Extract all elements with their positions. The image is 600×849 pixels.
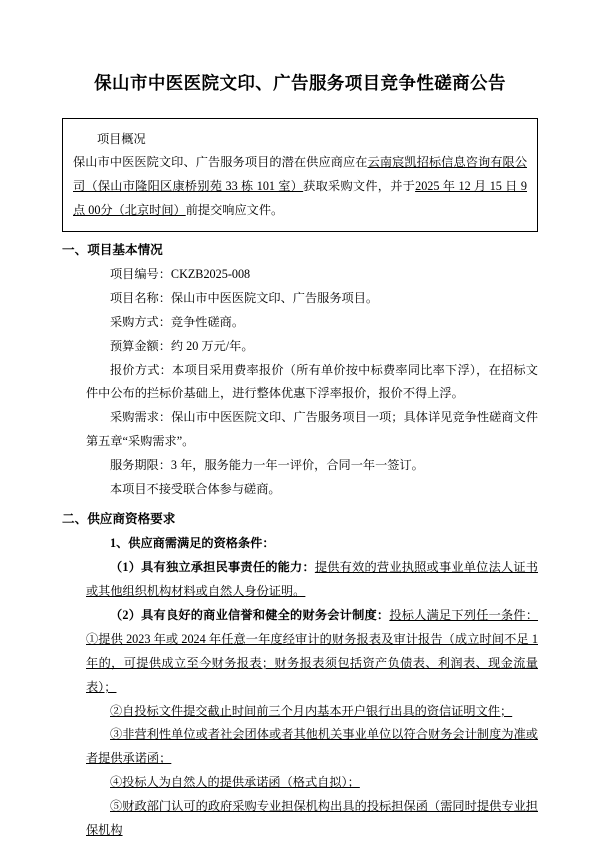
overview-line2-underline-b: 2025 年 12 月 15 日 9 点 00 [73, 179, 528, 217]
overview-line2-mid: 获取采购文件，并于 [303, 179, 416, 194]
qualification-clause-1 [62, 556, 538, 604]
section-title-basic-info: 一、项目基本情况 [62, 242, 163, 257]
qualification-sub-title: 1、供应商需满足的资格条件： [110, 536, 275, 551]
qualification-clause-3-text: ②自投标文件提交截止时间前三个月内基本开户银行出具的资信证明文件； [110, 703, 513, 718]
qualification-clause-3 [62, 700, 538, 724]
qualification-clause-4-text: ③非营利性单位或者社会团体或者其他机关事业单位以符合财务会计制度为准或者提供承诺函； [86, 727, 538, 766]
basic-item-no-consortium: 本项目不接受联合体参与磋商。 [110, 482, 281, 497]
qualification-clause-6 [62, 795, 538, 843]
overview-body [73, 151, 527, 222]
overview-line3-tail: 前提交响应文件。 [185, 202, 284, 217]
overview-heading: 项目概况 [97, 132, 146, 147]
basic-item-quote-method: 报价方式：本项目采用费率报价（所有单价按中标费率同比率下浮），在招标文件中公布的拦标价基础上，进行整体优惠下浮率报价，报价不得上浮。 [86, 362, 538, 401]
qualification-clause-5-text: ④投标人为自然人的提供承诺函（格式自拟）； [110, 775, 360, 790]
basic-item-procurement-method: 采购方式：竞争性磋商。 [110, 314, 245, 329]
qualification-clause-6-text: ⑤财政部门认可的政府采购专业担保机构出具的投标担保函（需同时提供专业担保机构 [86, 799, 538, 838]
project-overview-box [62, 118, 538, 232]
basic-item-project-number: 项目编号：CKZB2025-008 [110, 266, 251, 281]
qualification-clause-2 [62, 604, 538, 700]
basic-item-service-period: 服务期限：3 年，服务能力一年一评价，合同一年一签订。 [110, 458, 424, 473]
qualification-clause-4 [62, 723, 538, 771]
overview-line2-underline-a: 司（保山市隆阳区康桥别苑 33 栋 101 室） [73, 179, 304, 194]
section-title-qualification: 二、供应商资格要求 [62, 512, 176, 527]
qualification-clause-1-text: 提供有效的营业执照或事业单位法人证书或其他组织机构材料或自然人身份证明。 [86, 560, 538, 599]
qualification-clause-5 [62, 771, 538, 795]
overview-line1-prefix: 保山市中医医院文印、广告服务项目的潜在供应商应在 [73, 155, 368, 170]
basic-item-requirements: 采购需求：保山市中医医院文印、广告服务项目一项；具体详见竞争性磋商文件第五章“采购需求”。 [86, 410, 538, 449]
qualification-clause-1-label: （1）具有独立承担民事责任的能力： [110, 560, 315, 575]
basic-item-budget: 预算金额：约 20 万元/年。 [110, 338, 254, 353]
qualification-clause-2-text: 投标人满足下列任一条件：①提供 2023 年或 2024 年任意一年度经审计的财务报表及审计报告（成立时间不足 1 年的，可提供成立至今财务报表；财务报表须包括资产负债表、利润表、现金流量表）； [86, 607, 539, 694]
overview-line3-underline: 分（北京时间） [100, 202, 186, 217]
qualification-clause-2-label: （2）具有良好的商业信誉和健全的财务会计制度： [110, 607, 390, 622]
page-title: 保山市中医医院文印、广告服务项目竞争性磋商公告 [94, 73, 506, 93]
overview-line1-underline: 云南宸凯招标信息咨询有限公 [367, 155, 528, 170]
basic-item-project-name: 项目名称：保山市中医医院文印、广告服务项目。 [110, 290, 379, 305]
document-content [62, 70, 538, 843]
